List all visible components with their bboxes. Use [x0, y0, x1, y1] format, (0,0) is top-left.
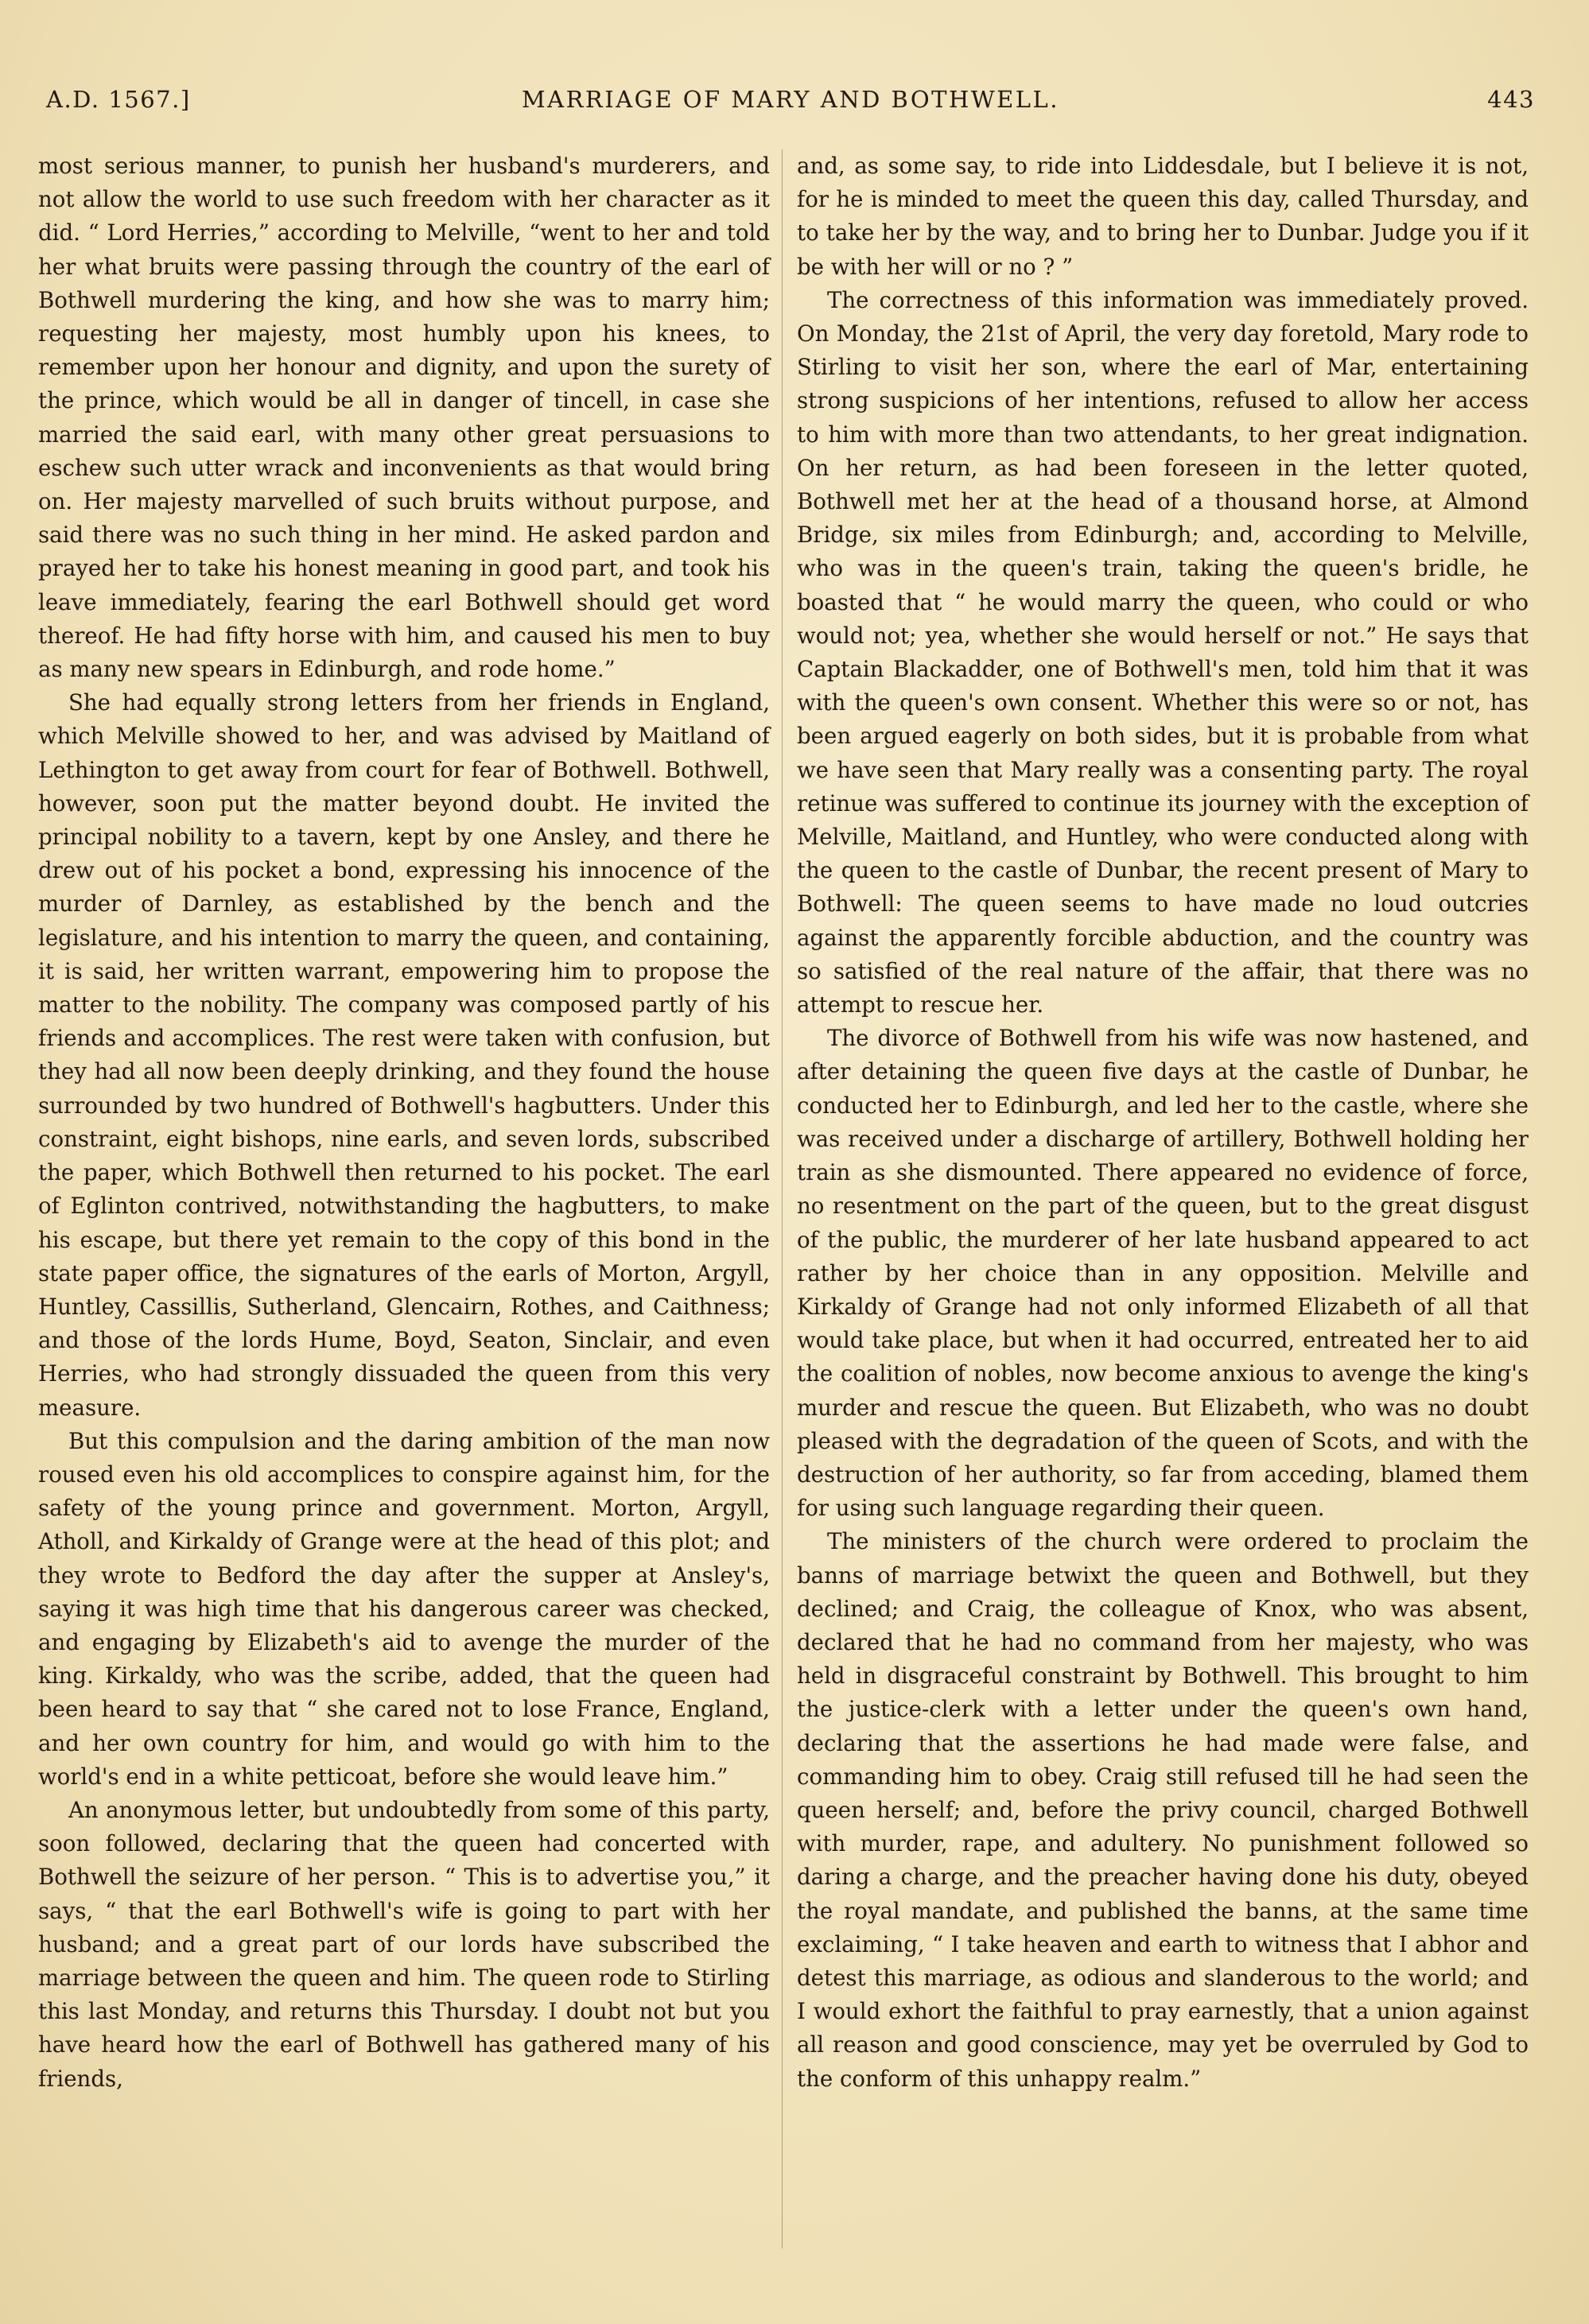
running-header: [46, 86, 1535, 126]
paragraph: She had equally strong letters from her friends in England, which Melville showed to her, and was advised by Maitland of Lethington to get away from court for fear of Bothwell. Bothwell, however, soon put the matter beyond doubt. He invited the principal nobility to a tavern, kept by one Ansley, and there he drew out of his pocket a bond, expressing his innocence of the murder of Darnley, as established by the bench and the legislature, and his intention to marry the queen, and containing, it is said, her written warrant, empowering him to propose the matter to the nobility. The company was composed partly of his friends and accomplices. The rest were taken with confusion, but they had all now been deeply drinking, and they found the house surrounded by two hundred of Bothwell's hagbutters. Under this constraint, eight bishops, nine earls, and seven lords, subscribed the paper, which Bothwell then returned to his pocket. The earl of Eglinton contrived, notwithstanding the hagbutters, to make his escape, but there yet remain to the copy of this bond in the state paper office, the signatures of the earls of Morton, Argyll, Huntley, Cassillis, Sutherland, Glencairn, Rothes, and Caithness; and those of the lords Hume, Boyd, Seaton, Sinclair, and even Herries, who had strongly dissuaded the queen from this very measure.: [38, 689, 770, 1421]
paragraph: The ministers of the church were ordered to proclaim the banns of marriage betwixt the queen and Bothwell, but they declined; and Craig, the colleague of Knox, who was absent, declared that he had no command from her majesty, who was held in disgraceful constraint by Bothwell. This brought to him the justice-clerk with a letter under the queen's own hand, declaring that the assertions he had made were false, and commanding him to obey. Craig still refused till he had seen the queen herself; and, before the privy council, charged Bothwell with murder, rape, and adultery. No punishment followed so daring a charge, and the preacher having done his duty, obeyed the royal mandate, and published the banns, at the same time exclaiming, “ I take heaven and earth to witness that I abhor and detest this marriage, as odious and slanderous to the world; and I would exhort the faithful to pray earnestly, that a union against all reason and good conscience, may yet be overruled by God to the conform of this unhappy realm.”: [797, 1528, 1529, 2092]
column-divider: [782, 149, 783, 2248]
paragraph: The correctness of this information was immediately proved. On Monday, the 21st of April, the very day foretold, Mary rode to Stirling to visit her son, where the earl of Mar, entertaining strong suspicions of her intentions, refused to allow her access to him with more than two attendants, to her great indignation. On her return, as had been foreseen in the letter quoted, Bothwell met her at the head of a thousand horse, at Almond Bridge, six miles from Edinburgh; and, according to Melville, who was in the queen's train, taking the queen's bridle, he boasted that “ he would marry the queen, who could or who would not; yea, whether she would herself or not.” He says that Captain Blackadder, one of Bothwell's men, told him that it was with the queen's own consent. Whether this were so or not, has been argued eagerly on both sides, but it is probable from what we have seen that Mary really was a consenting party. The royal retinue was suffered to continue its journey with the exception of Melville, Maitland, and Huntley, who were conducted along with the queen to the castle of Dunbar, the recent present of Mary to Bothwell: The queen seems to have made no loud outcries against the apparently forcible abduction, and the country was so satisfied of the real nature of the affair, that there was no attempt to rescue her.: [797, 286, 1529, 1018]
paragraph: The divorce of Bothwell from his wife was now hastened, and after detaining the queen five days at the castle of Dunbar, he conducted her to Edinburgh, and led her to the castle, where she was received under a discharge of artillery, Bothwell holding her train as she dismounted. There appeared no evidence of force, no resentment on the part of the queen, but to the great disgust of the public, the murderer of her late husband appeared to act rather by her choice than in any opposition. Melville and Kirkaldy of Grange had not only informed Elizabeth of all that would take place, but when it had occurred, entreated her to aid the coalition of nobles, now become anxious to avenge the king's murder and rescue the queen. But Elizabeth, who was no doubt pleased with the degradation of the queen of Scots, and with the destruction of her authority, so far from acceding, blamed them for using such language regarding their queen.: [797, 1025, 1529, 1522]
paragraph: An anonymous letter, but undoubtedly from some of this party, soon followed, declaring that the queen had concerted with Bothwell the seizure of her person. “ This is to advertise you,” it says, “ that the earl Bothwell's wife is going to part with her husband; and a great part of our lords have subscribed the marriage between the queen and him. The queen rode to Stirling this last Monday, and returns this Thursday. I doubt not but you have heard how the earl of Bothwell has gathered many of his friends,: [38, 1796, 770, 2092]
paragraph: most serious manner, to punish her husband's murderers, and not allow the world to use such freedom with her character as it did. “ Lord Herries,” according to Melville, “went to her and told her what bruits were passing through the country of the earl of Bothwell murdering the king, and how she was to marry him; requesting her majesty, most humbly upon his knees, to remember upon her honour and dignity, and upon the surety of the prince, which would be all in danger of tincell, in case she married the said earl, with many other great persuasions to eschew such utter wrack and inconvenients as that would bring on. Her majesty marvelled of such bruits without purpose, and said there was no such thing in her mind. He asked pardon and prayed her to take his honest meaning in good part, and took his leave immediately, fearing the earl Bothwell should get word thereof. He had fifty horse with him, and caused his men to buy as many new spears in Edinburgh, and rode home.”: [38, 153, 770, 683]
left-column: [38, 149, 770, 2248]
page-number: 443: [1487, 86, 1535, 113]
paragraph: and, as some say, to ride into Liddesdale, but I believe it is not, for he is minded to meet the queen this day, called Thursday, and to take her by the way, and to bring her to Dunbar. Judge you if it be with her will or no ? ”: [797, 153, 1529, 280]
header-date: A.D. 1567.]: [46, 86, 191, 113]
header-title: MARRIAGE OF MARY AND BOTHWELL.: [521, 86, 1060, 113]
right-column: [797, 149, 1529, 2248]
paragraph: But this compulsion and the daring ambition of the man now roused even his old accomplices to conspire against him, for the safety of the young prince and government. Morton, Argyll, Atholl, and Kirkaldy of Grange were at the head of this plot; and they wrote to Bedford the day after the supper at Ansley's, saying it was high time that his dangerous career was checked, and engaging by Elizabeth's aid to avenge the murder of the king. Kirkaldy, who was the scribe, added, that the queen had been heard to say that “ she cared not to lose France, England, and her own country for him, and would go with him to the world's end in a white petticoat, before she would leave him.”: [38, 1427, 770, 1790]
